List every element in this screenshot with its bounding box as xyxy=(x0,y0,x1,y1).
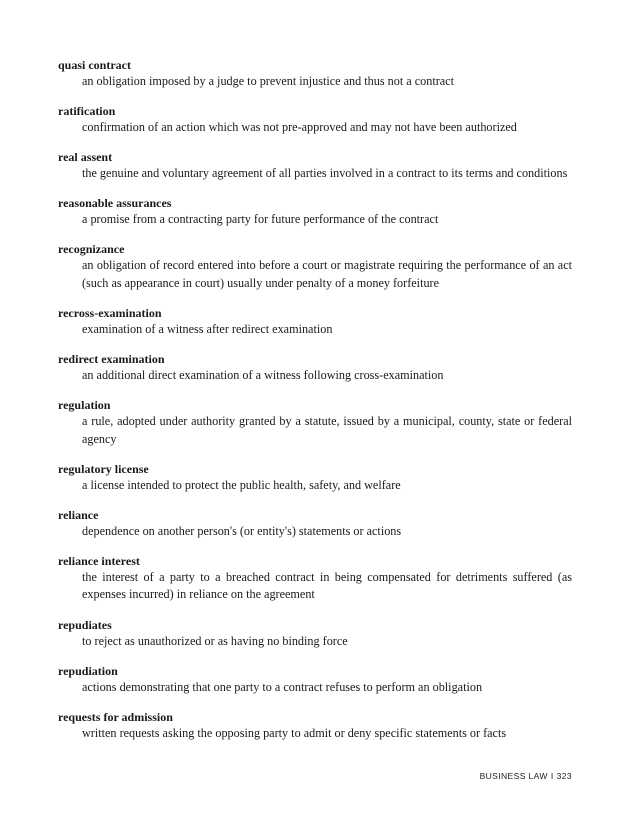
glossary-definition: a license intended to protect the public health, safety, and welfare xyxy=(82,477,401,492)
glossary-term: repudiates xyxy=(58,617,112,632)
glossary-definition: the genuine and voluntary agreement of all parties involved in a contract to its terms and conditions xyxy=(82,166,568,181)
glossary-entry xyxy=(58,195,572,229)
page-number: 323 xyxy=(556,771,572,781)
glossary-entry xyxy=(58,461,572,495)
glossary-definition: confirmation of an action which was not pre-approved and may not have been authorized xyxy=(82,120,517,135)
glossary-term: recognizance xyxy=(58,242,125,257)
glossary-list xyxy=(58,57,572,755)
glossary-entry xyxy=(58,663,572,697)
book-title: BUSINESS LAW xyxy=(479,771,548,781)
footer-separator: I xyxy=(550,771,554,781)
glossary-entry xyxy=(58,709,572,743)
glossary-definition: dependence on another person's (or entity's) statements or actions xyxy=(82,523,402,538)
glossary-entry xyxy=(58,241,572,292)
glossary-entry xyxy=(58,553,572,604)
glossary-definition: written requests asking the opposing party to admit or deny specific statements or facts xyxy=(82,725,507,740)
glossary-term: requests for admission xyxy=(58,709,173,724)
glossary-term: redirect examination xyxy=(58,352,165,367)
glossary-entry xyxy=(58,149,572,183)
glossary-entry xyxy=(58,103,572,137)
glossary-entry xyxy=(58,507,572,541)
glossary-term: reliance xyxy=(58,507,99,522)
glossary-term: regulatory license xyxy=(58,461,149,476)
glossary-definition: a promise from a contracting party for future performance of the contract xyxy=(82,212,439,227)
glossary-definition: to reject as unauthorized or as having no binding force xyxy=(82,633,348,648)
glossary-term: regulation xyxy=(58,398,111,413)
glossary-term: reasonable assurances xyxy=(58,196,172,211)
glossary-definition: examination of a witness after redirect examination xyxy=(82,321,333,336)
glossary-entry xyxy=(58,617,572,651)
glossary-entry xyxy=(58,305,572,339)
glossary-definition: the interest of a party to a breached contract in being compensated for detriments suffered (as expenses incurred) in reliance on the agreement xyxy=(82,569,572,602)
glossary-term: quasi contract xyxy=(58,58,131,72)
glossary-definition: an additional direct examination of a witness following cross-examination xyxy=(82,368,444,383)
glossary-definition: an obligation of record entered into before a court or magistrate requiring the performance of an act (such as appearance in court) usually under penalty of a money forfeiture xyxy=(82,258,572,290)
glossary-entry xyxy=(58,397,572,448)
glossary-definition: a rule, adopted under authority granted by a statute, issued by a municipal, county, state or federal agency xyxy=(82,414,572,446)
glossary-term: ratification xyxy=(58,104,116,119)
page-footer xyxy=(480,771,572,781)
glossary-entry xyxy=(58,351,572,385)
glossary-term: reliance interest xyxy=(58,553,140,568)
glossary-term: repudiation xyxy=(58,663,118,678)
glossary-definition: actions demonstrating that one party to a contract refuses to perform an obligation xyxy=(82,679,483,694)
glossary-term: recross-examination xyxy=(58,305,162,320)
glossary-term: real assent xyxy=(58,150,113,165)
glossary-entry xyxy=(58,57,572,91)
glossary-definition: an obligation imposed by a judge to prevent injustice and thus not a contract xyxy=(82,74,454,88)
